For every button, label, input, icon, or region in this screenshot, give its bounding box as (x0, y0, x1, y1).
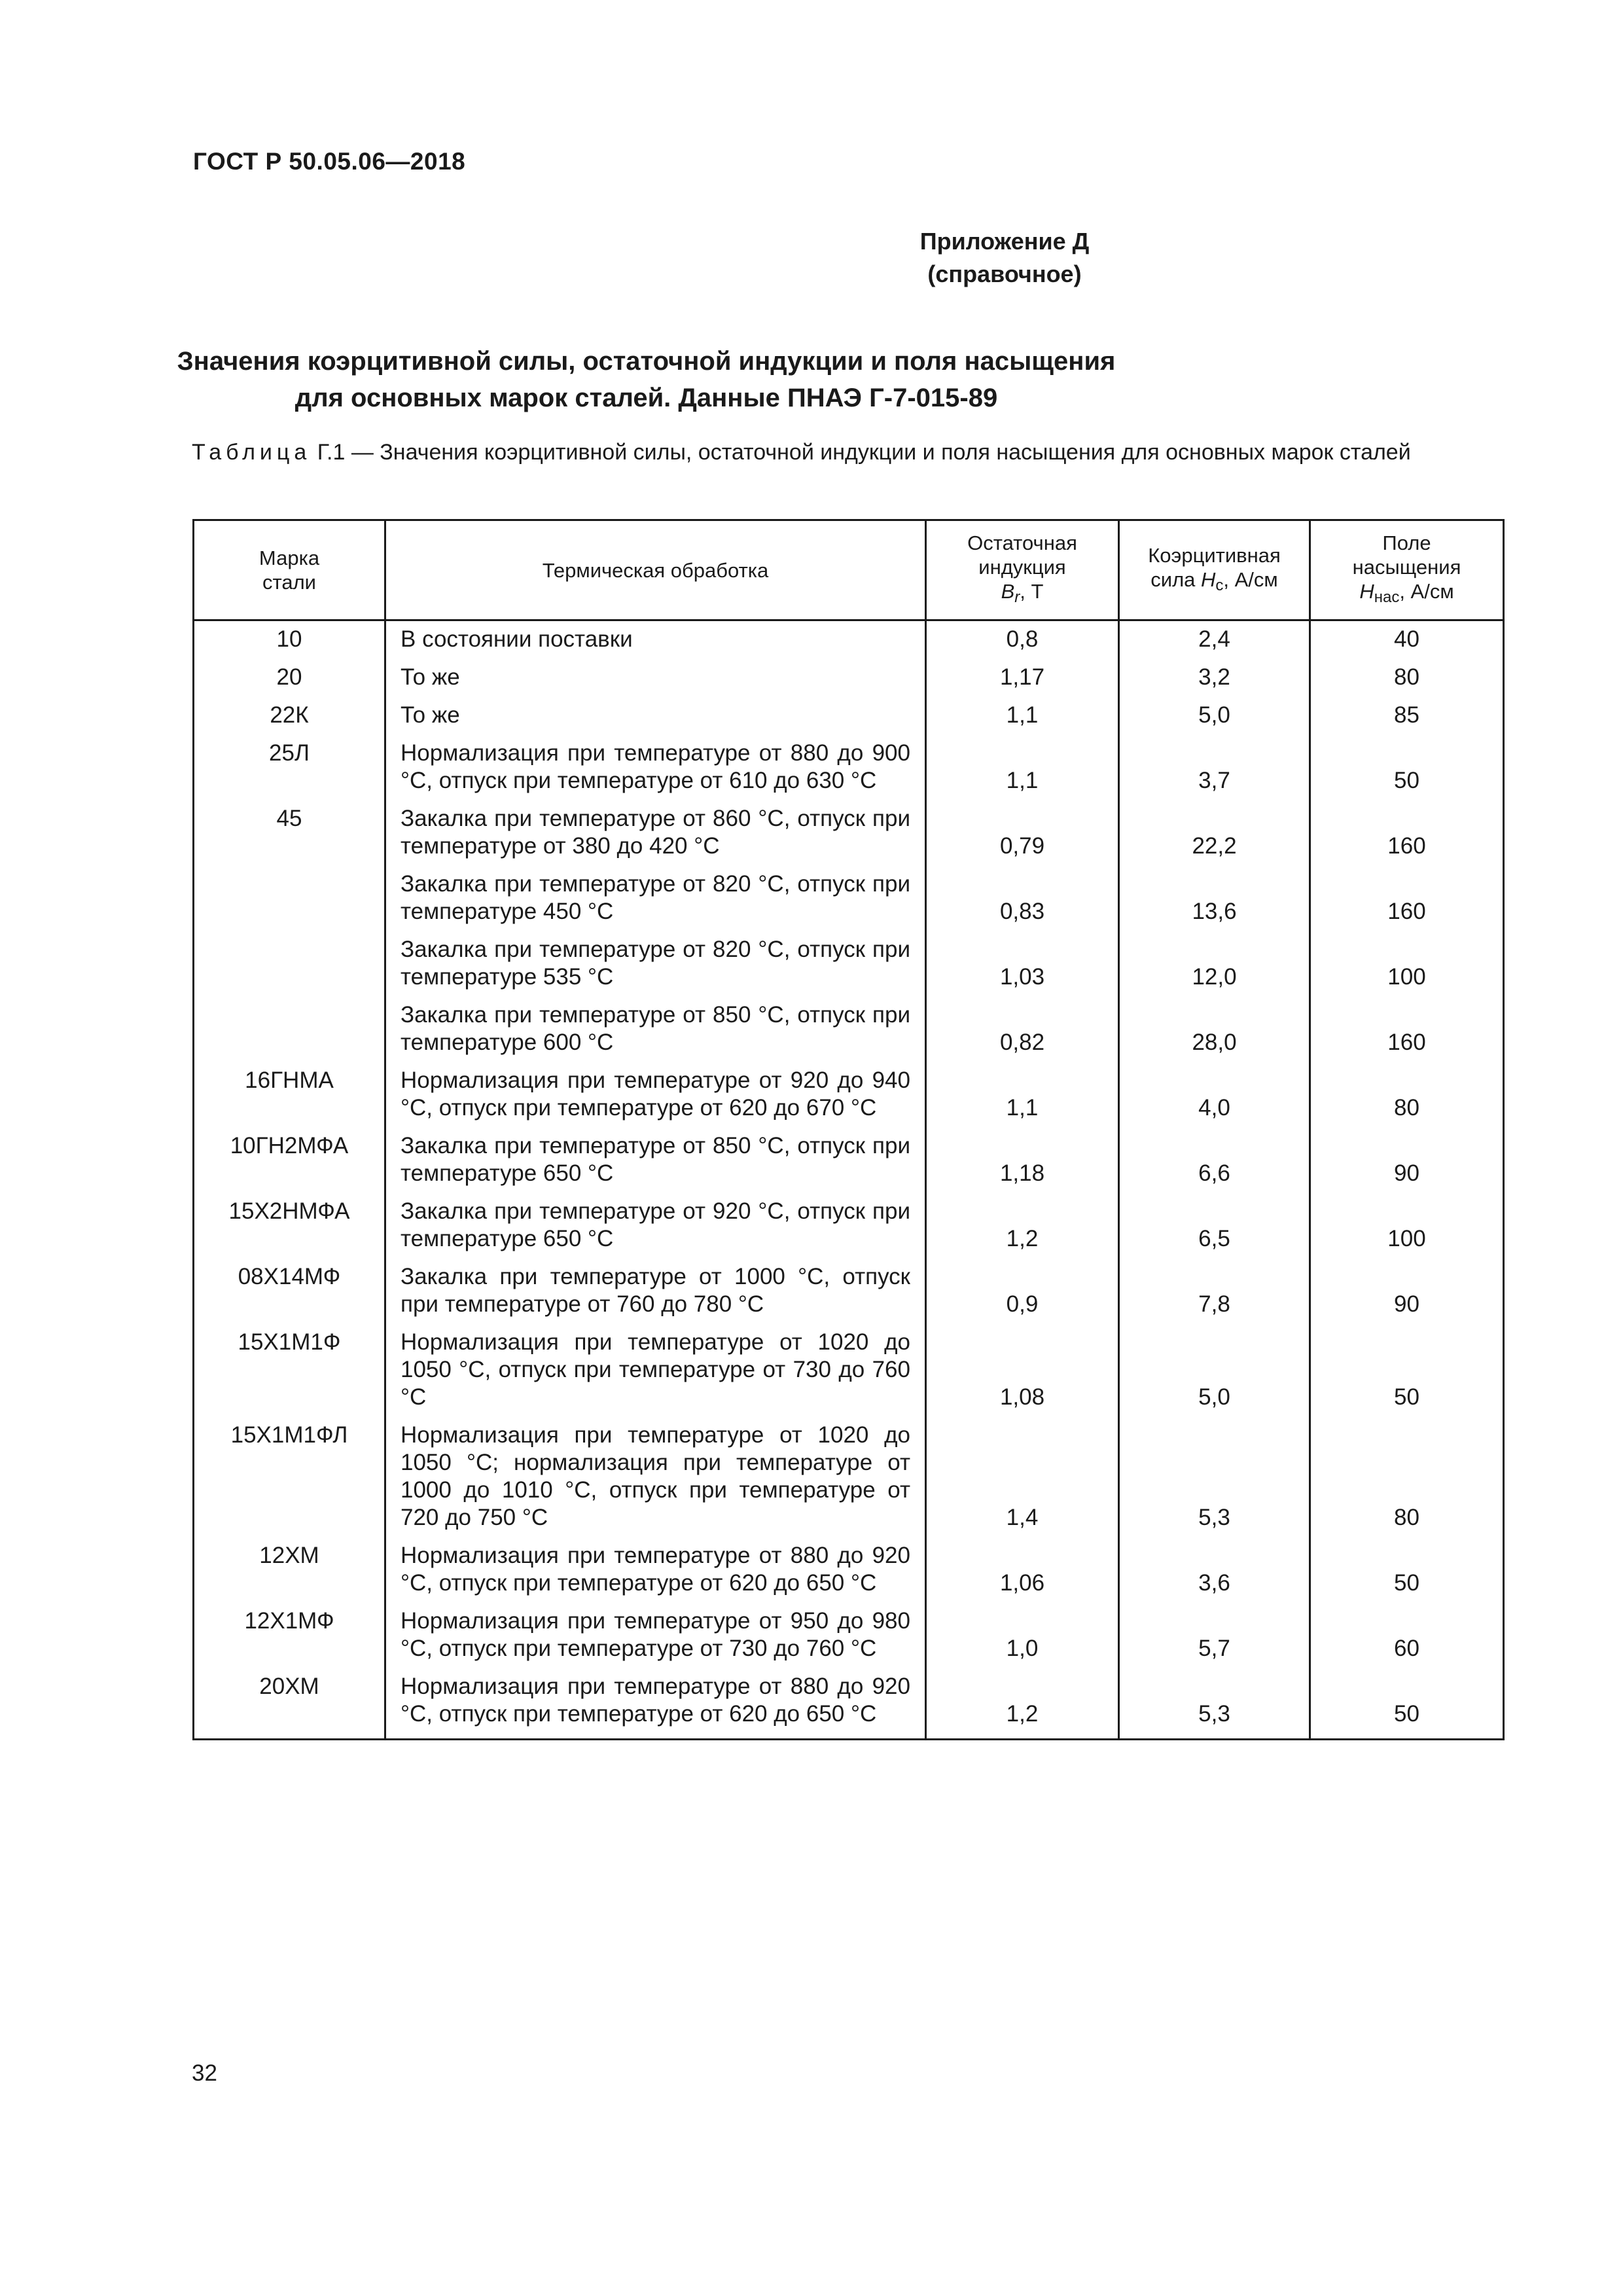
table-row (194, 1263, 1504, 1329)
remanent-induction-cell: 1,03 (926, 936, 1119, 1001)
remanent-induction-cell: 0,79 (926, 805, 1119, 870)
table-row (194, 1607, 1504, 1673)
coercive-force-cell: 13,6 (1119, 870, 1310, 936)
remanent-induction-cell: 1,1 (926, 702, 1119, 740)
remanent-induction-cell: 1,2 (926, 1198, 1119, 1263)
coercive-force-cell: 5,3 (1119, 1673, 1310, 1740)
saturation-field-cell: 50 (1310, 1673, 1504, 1740)
table-row (194, 1422, 1504, 1542)
remanent-induction-cell: 1,1 (926, 1067, 1119, 1132)
saturation-field-cell: 40 (1310, 626, 1504, 664)
table-row (194, 702, 1504, 740)
coercive-force-cell: 5,0 (1119, 702, 1310, 740)
saturation-field-cell: 60 (1310, 1607, 1504, 1673)
table-row (194, 1001, 1504, 1067)
treatment-cell: Закалка при температуре от 860 °С, отпуск при температуре от 380 до 420 °С (385, 805, 926, 870)
coercive-force-cell: 7,8 (1119, 1263, 1310, 1329)
remanent-induction-cell: 1,1 (926, 740, 1119, 805)
treatment-cell: Нормализация при температуре от 880 до 920 °С, отпуск при температуре от 620 до 650 °С (385, 1673, 926, 1740)
treatment-cell: Закалка при температуре от 1000 °С, отпуск при температуре от 760 до 780 °С (385, 1263, 926, 1329)
treatment-cell: Нормализация при температуре от 880 до 920 °С, отпуск при температуре от 620 до 650 °С (385, 1542, 926, 1607)
table-caption (192, 437, 1502, 468)
saturation-field-cell: 80 (1310, 1422, 1504, 1542)
saturation-field-cell: 80 (1310, 664, 1504, 702)
saturation-field-cell: 100 (1310, 936, 1504, 1001)
appendix-title: Приложение Д (919, 228, 1090, 255)
treatment-cell: Нормализация при температуре от 1020 до 1050 °С, отпуск при температуре от 730 до 760 °С (385, 1329, 926, 1422)
grade-cell (194, 1001, 385, 1067)
section-title-line-1: Значения коэрцитивной силы, остаточной индукции и поля насыщения (177, 347, 1116, 376)
coercive-force-cell: 4,0 (1119, 1067, 1310, 1132)
grade-cell (194, 870, 385, 936)
remanent-induction-cell: 0,83 (926, 870, 1119, 936)
grade-cell: 16ГНМА (194, 1067, 385, 1132)
grade-cell: 10 (194, 626, 385, 664)
saturation-field-cell: 160 (1310, 805, 1504, 870)
grade-cell: 12ХМ (194, 1542, 385, 1607)
grade-cell: 10ГН2МФА (194, 1132, 385, 1198)
remanent-induction-cell: 1,4 (926, 1422, 1119, 1542)
grade-cell: 12Х1МФ (194, 1607, 385, 1673)
treatment-cell: Закалка при температуре от 850 °С, отпуск при температуре 650 °С (385, 1132, 926, 1198)
grade-cell: 20ХМ (194, 1673, 385, 1740)
grade-cell: 22К (194, 702, 385, 740)
table-row (194, 1673, 1504, 1740)
header-coercive-force: Коэрцитивная сила $H_c$, А/см (1119, 520, 1310, 620)
coercive-force-cell: 6,6 (1119, 1132, 1310, 1198)
remanent-induction-cell: 1,08 (926, 1329, 1119, 1422)
saturation-field-cell: 90 (1310, 1132, 1504, 1198)
remanent-induction-cell: 1,06 (926, 1542, 1119, 1607)
table-row (194, 1198, 1504, 1263)
treatment-cell: То же (385, 702, 926, 740)
coercive-force-cell: 5,3 (1119, 1422, 1310, 1542)
remanent-induction-cell: 1,0 (926, 1607, 1119, 1673)
treatment-cell: Нормализация при температуре от 1020 до 1050 °С; нормализация при температуре от 1000 до 1010 °С, отпуск при температуре от 720 до 750 °С (385, 1422, 926, 1542)
table-row (194, 740, 1504, 805)
section-title-line-2: для основных марок сталей. Данные ПНАЭ Г-7-015-89 (294, 384, 998, 412)
saturation-field-cell: 85 (1310, 702, 1504, 740)
table-row (194, 1132, 1504, 1198)
table-row (194, 1329, 1504, 1422)
coercive-force-cell: 5,7 (1119, 1607, 1310, 1673)
saturation-field-cell: 50 (1310, 1329, 1504, 1422)
coercive-force-cell: 5,0 (1119, 1329, 1310, 1422)
table-row (194, 805, 1504, 870)
grade-cell: 15Х2НМФА (194, 1198, 385, 1263)
steel-properties-table (192, 519, 1505, 1740)
table-body (194, 620, 1504, 1740)
header-remanent-induction: Остаточная индукция $B_r$, Т (926, 520, 1119, 620)
treatment-cell: Нормализация при температуре от 920 до 940 °С, отпуск при температуре от 620 до 670 °С (385, 1067, 926, 1132)
remanent-induction-cell: 1,18 (926, 1132, 1119, 1198)
coercive-force-cell: 22,2 (1119, 805, 1310, 870)
remanent-induction-cell: 0,9 (926, 1263, 1119, 1329)
saturation-field-cell: 160 (1310, 870, 1504, 936)
treatment-cell: Нормализация при температуре от 950 до 980 °С, отпуск при температуре от 730 до 760 °С (385, 1607, 926, 1673)
table-caption-text: Г.1 — Значения коэрцитивной силы, остаточной индукции и поля насыщения для основных марок сталей (317, 440, 1411, 465)
appendix-heading (0, 225, 1623, 291)
saturation-field-cell: 100 (1310, 1198, 1504, 1263)
table-row (194, 664, 1504, 702)
treatment-cell: Закалка при температуре от 850 °С, отпуск при температуре 600 °С (385, 1001, 926, 1067)
remanent-induction-cell: 0,82 (926, 1001, 1119, 1067)
header-treatment: Термическая обработка (385, 520, 926, 620)
grade-cell: 15Х1М1ФЛ (194, 1422, 385, 1542)
saturation-field-cell: 50 (1310, 740, 1504, 805)
table-caption-label: Таблица (192, 440, 312, 465)
coercive-force-cell: 3,6 (1119, 1542, 1310, 1607)
treatment-cell: В состоянии поставки (385, 626, 926, 664)
section-title (177, 343, 1623, 416)
treatment-cell: Нормализация при температуре от 880 до 900 °С, отпуск при температуре от 610 до 630 °С (385, 740, 926, 805)
saturation-field-cell: 90 (1310, 1263, 1504, 1329)
header-saturation-field: Поле насыщения $H_{нас}$, А/см (1310, 520, 1504, 620)
grade-cell: 45 (194, 805, 385, 870)
saturation-field-cell: 50 (1310, 1542, 1504, 1607)
appendix-subtitle: (справочное) (927, 260, 1082, 287)
table-row (194, 1067, 1504, 1132)
page-number: 32 (192, 2060, 217, 2086)
saturation-field-cell: 160 (1310, 1001, 1504, 1067)
treatment-cell: Закалка при температуре от 820 °С, отпуск при температуре 535 °С (385, 936, 926, 1001)
table-row (194, 936, 1504, 1001)
header-gap (194, 620, 1504, 626)
coercive-force-cell: 6,5 (1119, 1198, 1310, 1263)
header-grade: Марка стали (194, 520, 385, 620)
grade-cell: 15Х1М1Ф (194, 1329, 385, 1422)
remanent-induction-cell: 1,2 (926, 1673, 1119, 1740)
treatment-cell: Закалка при температуре от 920 °С, отпуск при температуре 650 °С (385, 1198, 926, 1263)
coercive-force-cell: 3,7 (1119, 740, 1310, 805)
coercive-force-cell: 28,0 (1119, 1001, 1310, 1067)
grade-cell: 25Л (194, 740, 385, 805)
grade-cell: 08Х14МФ (194, 1263, 385, 1329)
coercive-force-cell: 3,2 (1119, 664, 1310, 702)
grade-cell: 20 (194, 664, 385, 702)
coercive-force-cell: 12,0 (1119, 936, 1310, 1001)
table-row (194, 1542, 1504, 1607)
saturation-field-cell: 80 (1310, 1067, 1504, 1132)
remanent-induction-cell: 0,8 (926, 626, 1119, 664)
treatment-cell: То же (385, 664, 926, 702)
remanent-induction-cell: 1,17 (926, 664, 1119, 702)
table-row (194, 626, 1504, 664)
table-row (194, 870, 1504, 936)
grade-cell (194, 936, 385, 1001)
document-code: ГОСТ Р 50.05.06—2018 (193, 148, 466, 175)
table-header-row (194, 520, 1504, 620)
treatment-cell: Закалка при температуре от 820 °С, отпуск при температуре 450 °С (385, 870, 926, 936)
coercive-force-cell: 2,4 (1119, 626, 1310, 664)
